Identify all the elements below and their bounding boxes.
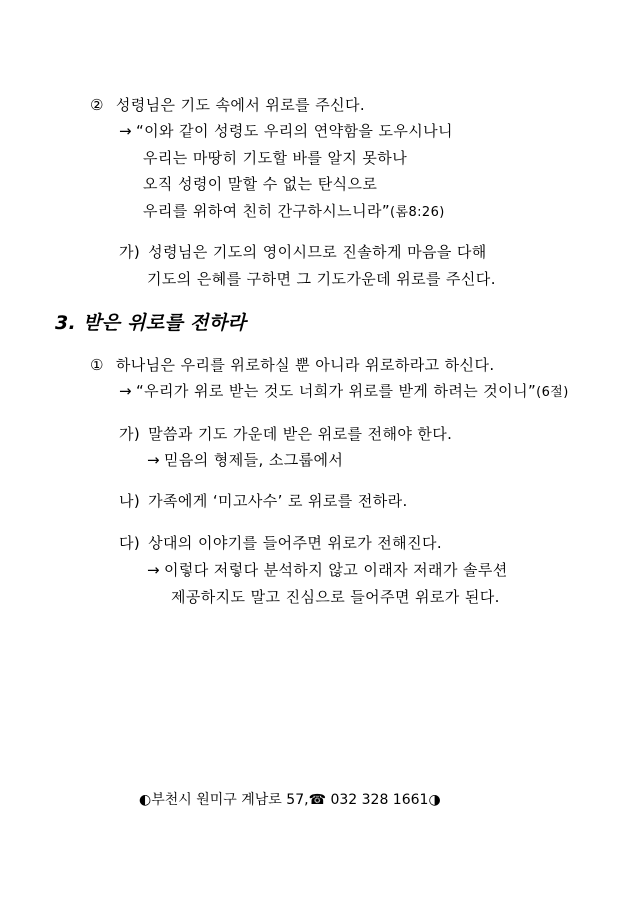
sub-detail <box>147 451 343 469</box>
quote-line-3: 오직 성령이 말할 수 없는 탄식으로 <box>143 175 378 193</box>
sub-text: 말씀과 기도 가운데 받은 위로를 전해야 한다. <box>148 425 453 443</box>
scripture-reference: (롬8:26) <box>390 205 445 220</box>
sub-marker: 가) <box>119 425 141 443</box>
list-item-2 <box>90 96 365 114</box>
list-item-1 <box>90 356 495 374</box>
sub-marker: 나) <box>119 492 141 510</box>
sub-text: 상대의 이야기를 들어주면 위로가 전해진다. <box>148 534 443 552</box>
quote-line-4: 우리를 위하여 친히 간구하시느니라” <box>143 202 391 220</box>
sub-marker: 가) <box>119 243 141 261</box>
item-text: 성령님은 기도 속에서 위로를 주신다. <box>115 96 366 114</box>
sub-line-1: 성령님은 기도의 영이시므로 진솔하게 마음을 다해 <box>148 243 487 261</box>
arrow-icon: → <box>147 451 160 469</box>
quote-text: “우리가 위로 받는 것도 너희가 위로를 받게 하려는 것이니” <box>135 382 537 400</box>
sub-line-2: 기도의 은혜를 구하면 그 기도가운데 위로를 주신다. <box>147 270 496 288</box>
church-address-footer <box>139 791 441 809</box>
sub-item-da <box>119 534 442 552</box>
quote-line-2: 우리는 마땅히 기도할 바를 알지 못하나 <box>143 149 408 167</box>
sub-item-ga <box>119 425 452 443</box>
scripture-quote <box>119 382 569 402</box>
arrow-icon: → <box>119 122 132 140</box>
quote-line-1: “이와 같이 성령도 우리의 연약함을 도우시나니 <box>135 122 453 140</box>
section-heading: 3. 받은 위로를 전하라 <box>55 312 247 334</box>
left-half-circle-icon: ◐ <box>139 792 152 808</box>
right-half-circle-icon: ◑ <box>428 792 441 808</box>
sub-marker: 다) <box>119 534 141 552</box>
circled-number-2: ② <box>90 96 104 114</box>
address: 부천시 원미구 계남로 57, <box>151 792 309 808</box>
phone-number: 032 328 1661 <box>326 792 429 808</box>
detail-text: 믿음의 형제들, 소그룹에서 <box>163 451 344 469</box>
item-text: 하나님은 우리를 위로하실 뿐 아니라 위로하라고 하신다. <box>115 356 495 374</box>
sub-item-ga <box>119 243 487 261</box>
detail-line-2: 제공하지도 말고 진심으로 들어주면 위로가 된다. <box>171 588 500 606</box>
sub-detail <box>147 561 508 579</box>
scripture-reference: (6절) <box>536 385 569 400</box>
sub-item-na <box>119 492 408 510</box>
arrow-icon: → <box>119 382 132 400</box>
circled-number-1: ① <box>90 356 104 374</box>
scripture-quote <box>119 122 453 140</box>
phone-icon: ☎ <box>308 792 327 808</box>
sub-text: 가족에게 ‘미고사수’ 로 위로를 전하라. <box>148 492 408 510</box>
quote-line-4-wrap <box>143 202 445 222</box>
arrow-icon: → <box>147 561 160 579</box>
detail-line-1: 이렇다 저렇다 분석하지 않고 이래자 저래가 솔루션 <box>163 561 508 579</box>
